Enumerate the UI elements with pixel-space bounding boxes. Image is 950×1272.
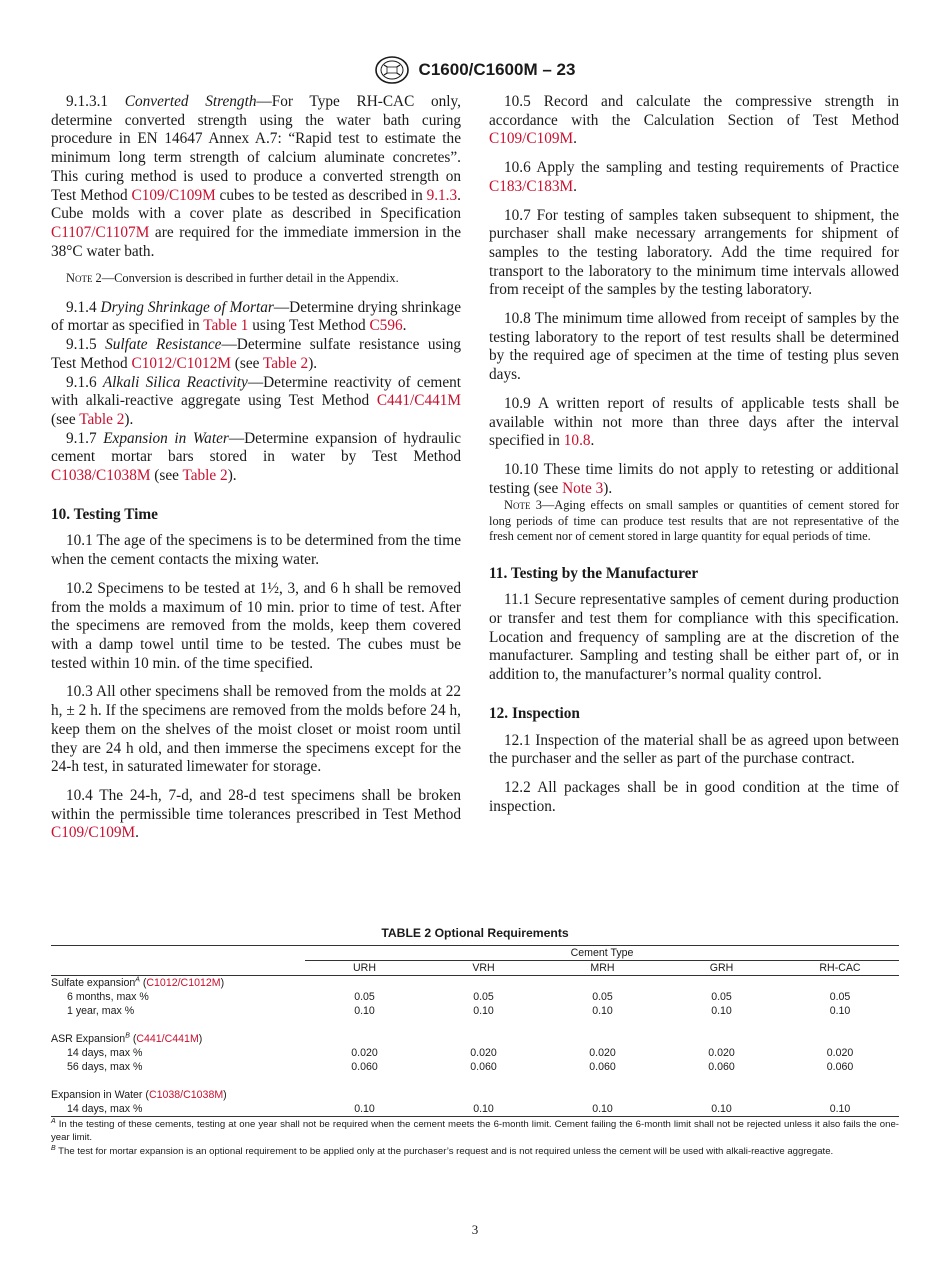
paragraph-text: cubes to be tested as described in — [215, 186, 427, 204]
paragraph-text: are required for the immediate immersion in the 38°C water bath. — [51, 223, 461, 260]
footnote-mark: B — [125, 1032, 130, 1040]
note-text: 2—Conversion is described in further detail in the Appendix. — [92, 271, 399, 286]
section-title: Sulfate Resistance — [105, 336, 222, 354]
row-label: 56 days, max % — [67, 1061, 143, 1073]
table-cell: 0.020 — [351, 1047, 378, 1059]
paragraph-text: . Cube molds with a cover plate as described in Specification — [51, 186, 461, 223]
table-section-row — [51, 1032, 899, 1046]
footnote-mark: A — [51, 1117, 56, 1125]
ref-link[interactable]: C1012/C1012M — [131, 354, 231, 372]
column-header-grh: GRH — [709, 962, 734, 974]
row-label: 14 days, max % — [51, 1102, 305, 1117]
ref-link[interactable]: C596 — [369, 317, 403, 335]
table-cell: 0.05 — [354, 991, 375, 1003]
ref-link[interactable]: C441/C441M — [136, 1033, 199, 1045]
paragraph-text: . — [402, 317, 407, 335]
table-cell: 0.060 — [589, 1061, 616, 1073]
paragraph-text: 10.6 Apply the sampling and testing requirements of Practice — [504, 159, 899, 177]
cement-type-header: Cement Type — [305, 946, 899, 961]
table-spacer — [51, 1074, 899, 1088]
paragraph-9-1-7 — [51, 430, 461, 486]
paragraph-text: 10.4 The 24-h, 7-d, and 28-d test specimens shall be broken within the permissible time tolerances prescribed in Test Method — [51, 786, 461, 823]
paragraph-10-1: 10.1 The age of the specimens is to be determined from the time when the cement contacts the mixing water. — [51, 532, 461, 569]
note-label: Note — [504, 498, 531, 513]
paragraph-text: ). — [124, 410, 134, 428]
footnote-mark: A — [135, 976, 140, 984]
left-column — [51, 93, 461, 853]
paragraph-9-1-4 — [51, 299, 461, 336]
table-cell: 0.05 — [829, 991, 851, 1003]
table-cell: 0.05 — [473, 991, 494, 1003]
header-blank — [51, 946, 305, 961]
table-footnote-b — [51, 1146, 899, 1159]
note-label: Note — [66, 271, 93, 286]
ref-link[interactable]: C109/C109M — [131, 186, 216, 204]
paragraph-9-1-6 — [51, 374, 461, 430]
paragraph-10-8: 10.8 The minimum time allowed from receipt of samples by the testing laboratory to the report of test results shall be determined by the required age of specimen at the time of testing plus seven days. — [489, 310, 899, 384]
table-spacer — [51, 1018, 899, 1032]
table-cell: 0.060 — [826, 1061, 854, 1073]
section-title: Alkali Silica Reactivity — [102, 373, 248, 391]
table-cell: 0.020 — [826, 1047, 854, 1059]
section-number: 9.1.3.1 — [66, 93, 109, 110]
footnote-text: The test for mortar expansion is an optional requirement to be applied only at the purchaser’s request and is not required unless the cement will be used with alkali-reactive aggregate. — [55, 1146, 834, 1158]
column-header-row — [51, 961, 899, 976]
ref-link[interactable]: C183/C183M — [489, 177, 574, 195]
table-cell: 0.10 — [424, 1102, 543, 1117]
ref-link[interactable]: C1038/C1038M — [148, 1089, 224, 1101]
section-heading-12: 12. Inspection — [489, 704, 580, 722]
ref-link[interactable]: C109/C109M — [51, 824, 136, 842]
column-header-rh-cac: RH-CAC — [819, 962, 861, 974]
table-cell: 0.10 — [829, 1005, 851, 1017]
ref-link[interactable]: C1012/C1012M — [146, 977, 221, 989]
paragraph-text: ). — [603, 479, 613, 497]
paragraph-10-10 — [489, 461, 899, 498]
table-cell: 0.020 — [470, 1047, 497, 1059]
section-label-text: Expansion in Water — [51, 1089, 143, 1101]
table-cell: 0.05 — [592, 991, 613, 1003]
section-label: ASR Expansion$^B$ (C441/C441M) — [51, 1032, 203, 1045]
table-cell: 0.10 — [781, 1102, 899, 1117]
ref-link[interactable]: Table 2 — [262, 354, 309, 372]
ref-link[interactable]: C1107/C1107M — [51, 223, 150, 241]
paragraph-text: (see — [230, 354, 263, 372]
paragraph-12-1: 12.1 Inspection of the material shall be as agreed upon between the purchaser and the seller as part of the purchase contract. — [489, 731, 899, 768]
table-row — [51, 1102, 899, 1117]
section-title: Drying Shrinkage of Mortar — [100, 298, 274, 316]
paragraph-text: . — [573, 130, 577, 148]
table-footnote-a — [51, 1119, 899, 1144]
section-label-text: Sulfate expansion — [51, 977, 136, 989]
table-row — [51, 1004, 899, 1018]
paragraph-text: 10.5 Record and calculate the compressive strength in accordance with the Calculation Section of Test Method — [489, 93, 899, 129]
paragraph-text: —Determine expansion of hydraulic cement mortar bars stored in water by Test Method — [51, 429, 461, 466]
section-number: 9.1.7 — [66, 429, 97, 447]
section-title: Converted Strength — [124, 93, 257, 110]
table-title: TABLE 2 Optional Requirements — [381, 926, 569, 940]
table-cell: 0.05 — [711, 991, 732, 1003]
paragraph-10-9 — [489, 395, 899, 451]
ref-link[interactable]: Table 2 — [79, 410, 125, 428]
table-header-row — [51, 946, 899, 961]
column-header-urh: URH — [353, 962, 376, 974]
paragraph-10-3: 10.3 All other specimens shall be removed from the molds at 22 h, ± 2 h. If the specimens are removed from the molds before 24 h, keep them on the shelves of the moist closet or moist room until they are 24 h old, and then immerse the specimens except for the 24-h test, in saturated limewater for storage. — [51, 683, 461, 776]
requirements-table — [51, 945, 899, 1117]
paragraph-text: ). — [227, 467, 237, 485]
page-number: 3 — [471, 1222, 479, 1237]
header-blank — [51, 961, 305, 976]
column-header-mrh: MRH — [590, 962, 615, 974]
paragraph-9-1-5 — [51, 336, 461, 373]
paragraph-text: 10.10 These time limits do not apply to retesting or additional testing (see — [489, 460, 899, 497]
paragraph-9-1-3-1 — [51, 93, 461, 261]
document-id: C1600/C1600M – 23 — [418, 60, 576, 79]
ref-link[interactable]: C109/C109M — [489, 130, 574, 148]
table-cell: 0.10 — [354, 1005, 375, 1017]
paragraph-text: —Determine sulfate resistance using Test Method — [51, 336, 461, 372]
paragraph-text: . — [573, 177, 577, 195]
table-cell: 0.10 — [543, 1102, 662, 1117]
paragraph-10-6 — [489, 159, 899, 196]
paragraph-10-5 — [489, 93, 899, 149]
ref-link[interactable]: Table 1 — [203, 317, 249, 335]
page-header — [0, 56, 950, 84]
paragraph-text: ). — [308, 354, 318, 372]
paragraph-12-2: 12.2 All packages shall be in good condition at the time of inspection. — [489, 778, 899, 815]
table-row — [51, 1060, 899, 1074]
table-cell: 0.10 — [662, 1102, 781, 1117]
paragraph-10-7: 10.7 For testing of samples taken subsequent to shipment, the purchaser shall make necessary arrangements for shipment of samples to the testing laboratory. Add the time required for transport to the laboratory to the minimum time intervals allowed from receipt of the samples by the testing laboratory. — [489, 206, 899, 299]
section-label: Sulfate expansion$^A$ (C1012/C1012M) — [51, 976, 225, 989]
paragraph-text: 10.9 A written report of results of applicable tests shall be available within not more than three days after the interval specified in — [489, 394, 899, 450]
paragraph-10-2: 10.2 Specimens to be tested at 1½, 3, and 6 h shall be removed from the molds a maximum of 10 min. prior to time of test. After the specimens are removed from the molds, keep them covered with a damp towel until time to be tested. The cubes must be tested within 10 min. of the time specified. — [51, 579, 461, 672]
table-cell: 0.060 — [351, 1061, 378, 1073]
table-cell: 0.10 — [711, 1005, 732, 1017]
table-section-row — [51, 976, 899, 991]
section-number: 9.1.4 — [66, 298, 97, 316]
paragraph-text: —Determine drying shrinkage of mortar as specified in — [51, 298, 461, 335]
paragraph-10-4 — [51, 787, 461, 843]
ref-link[interactable]: 10.8 — [563, 432, 591, 450]
footnote-mark: B — [51, 1145, 56, 1152]
paragraph-text: —For Type RH-CAC only, determine converted strength using the water bath curing procedure in EN 14647 Annex A.7: “Rapid test to estimate the minimum long term strength of calcium aluminate concretes”. This curing method is used to produce a converted strength on Test Method — [51, 93, 462, 204]
table-row — [51, 1046, 899, 1060]
row-label: 1 year, max % — [67, 1005, 135, 1017]
section-heading-11: 11. Testing by the Manufacturer — [489, 564, 699, 582]
ref-link[interactable]: 9.1.3 — [426, 186, 458, 204]
note-2 — [51, 271, 461, 286]
ref-link[interactable]: Note 3 — [562, 479, 604, 497]
footnote-text: In the testing of these cements, testing at one year shall not be required when the cement meets the 6-month limit. Cement failing the 6-month limit shall not be rejected unless it also fails the one-year limit. — [51, 1119, 899, 1143]
table-cell: 0.10 — [473, 1005, 494, 1017]
table-cell: 0.060 — [708, 1061, 735, 1073]
table-section-row — [51, 1088, 899, 1102]
section-title: Expansion in Water — [103, 429, 229, 447]
ref-link[interactable]: C1038/C1038M — [51, 467, 151, 485]
ref-link[interactable]: Table 2 — [182, 467, 228, 485]
right-column — [489, 93, 899, 826]
table-cell: 0.020 — [708, 1047, 735, 1059]
table-cell: 0.020 — [589, 1047, 616, 1059]
table-cell: 0.10 — [592, 1005, 613, 1017]
table-cell: 0.10 — [305, 1102, 424, 1117]
row-label: 14 days, max % — [67, 1047, 143, 1059]
table-row — [51, 990, 899, 1004]
section-heading-10: 10. Testing Time — [51, 505, 158, 523]
ref-link[interactable]: C441/C441M — [376, 392, 461, 410]
column-header-vrh: VRH — [472, 962, 495, 974]
paragraph-text: (see — [150, 467, 183, 485]
section-number: 9.1.5 — [66, 336, 97, 354]
astm-logo-icon — [375, 56, 409, 84]
note-3 — [489, 498, 899, 544]
paragraph-text: (see — [51, 410, 80, 428]
paragraph-11-1: 11.1 Secure representative samples of cement during production or transfer and test them for compliance with this specification. Location and frequency of sampling are at the discretion of the manufacturer. Sampling and testing shall be either part of, or in addition to, the manufacturer’s normal quality control. — [489, 591, 899, 684]
section-label-text: ASR Expansion — [51, 1033, 126, 1045]
paragraph-text: —Determine reactivity of cement with alkali-reactive aggregate using Test Method — [51, 373, 462, 410]
section-label: Expansion in Water (C1038/C1038M) — [51, 1089, 227, 1101]
paragraph-text: using Test Method — [248, 317, 370, 335]
table-cell: 0.060 — [470, 1061, 497, 1073]
paragraph-text: . — [135, 824, 139, 842]
table-2 — [51, 926, 899, 1159]
row-label: 6 months, max % — [67, 991, 149, 1003]
note-text: 3—Aging effects on small samples or quantities of cement stored for long periods of time can produce test results that are not representative of the fresh cement nor of cement stored in large quantity for equal periods of time. — [489, 498, 899, 544]
section-number: 9.1.6 — [66, 373, 97, 391]
paragraph-text: . — [590, 432, 595, 450]
